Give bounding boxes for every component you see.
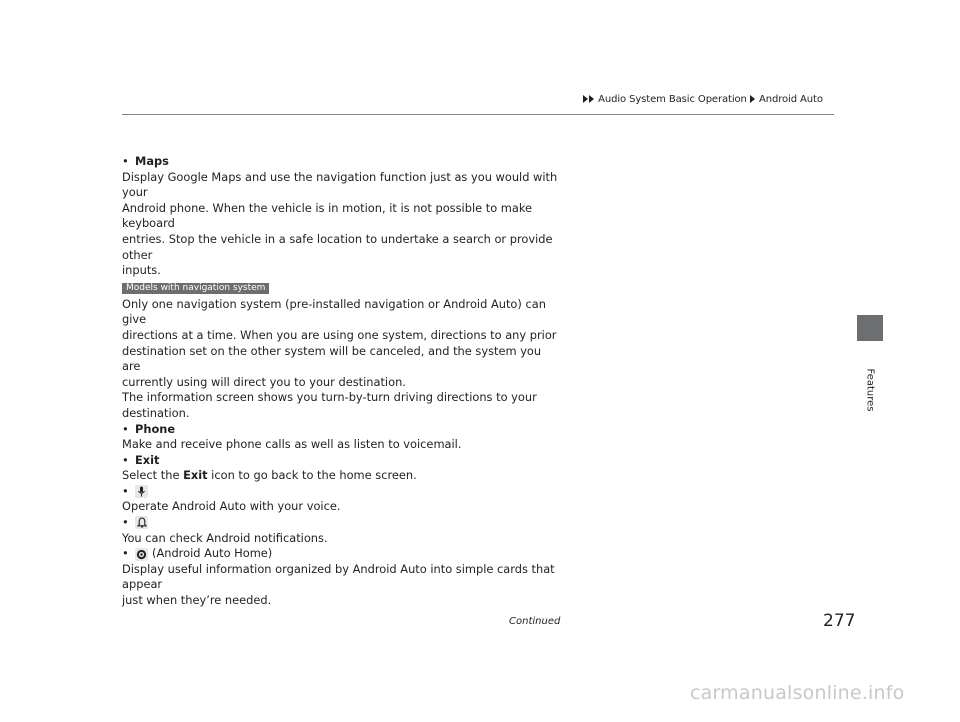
maps-text-line: entries. Stop the vehicle in a safe location to undertake a search or provide other [122, 231, 553, 262]
breadcrumb-page[interactable]: Android Auto [758, 94, 823, 105]
page-number: 277 [823, 611, 856, 631]
bullet: • [122, 154, 129, 168]
home-text-line: Display useful information organized by Android Auto into simple cards that appear [122, 561, 555, 592]
maps-text-line: Display Google Maps and use the navigation function just as you would with your [122, 169, 558, 200]
continued-label: Continued [509, 616, 561, 627]
android-auto-home-icon [135, 548, 148, 561]
home-title: (Android Auto Home) [152, 546, 273, 561]
bullet: • [122, 421, 129, 436]
arrow-icon [583, 95, 588, 103]
voice-heading [122, 484, 562, 500]
nav-text-line: The information screen shows you turn-by-turn driving directions to your [122, 390, 537, 405]
maps-text-line: inputs. [122, 263, 161, 278]
notifications-heading [122, 515, 562, 531]
microphone-icon [135, 485, 148, 498]
maps-text-line: Android phone. When the vehicle is in motion, it is not possible to make keyboard [122, 200, 533, 231]
nav-text-line: currently using will direct you to your destination. [122, 374, 406, 389]
watermark: carmanualsonline.info [690, 682, 905, 704]
nav-text-line: Only one navigation system (pre-installed navigation or Android Auto) can give [122, 296, 546, 327]
header-divider [122, 114, 834, 115]
exit-heading [122, 453, 562, 469]
phone-heading [122, 422, 562, 438]
phone-title: Phone [135, 421, 176, 436]
exit-text-suffix: icon to go back to the home screen. [207, 468, 417, 483]
exit-text [122, 468, 562, 484]
nav-text-line: destination set on the other system will be canceled, and the system you are [122, 343, 542, 374]
bell-icon [135, 516, 148, 529]
nav-text-line: destination. [122, 405, 190, 420]
home-text-line: just when they’re needed. [122, 593, 272, 608]
bullet: • [122, 515, 129, 530]
bullet: • [122, 483, 129, 498]
section-tab-marker [857, 315, 883, 341]
phone-text: Make and receive phone calls as well as listen to voicemail. [122, 437, 462, 452]
exit-title: Exit [135, 452, 160, 467]
arrow-icon [750, 95, 755, 103]
maps-title: Maps [135, 154, 169, 168]
notifications-text: You can check Android notifications. [122, 530, 328, 545]
page-content [122, 154, 562, 609]
nav-text-line: directions at a time. When you are using one system, directions to any prior [122, 327, 557, 342]
breadcrumb [583, 94, 833, 105]
bullet: • [122, 546, 129, 561]
bullet: • [122, 452, 129, 467]
voice-text: Operate Android Auto with your voice. [122, 499, 341, 514]
maps-heading [122, 154, 562, 170]
arrow-icon [589, 95, 594, 103]
section-tab-label: Features [864, 368, 876, 412]
breadcrumb-section[interactable]: Audio System Basic Operation [598, 94, 747, 105]
exit-text-bold: Exit [183, 468, 208, 483]
model-tag: Models with navigation system [122, 283, 269, 294]
home-heading [122, 546, 562, 562]
exit-text-prefix: Select the [122, 468, 184, 483]
